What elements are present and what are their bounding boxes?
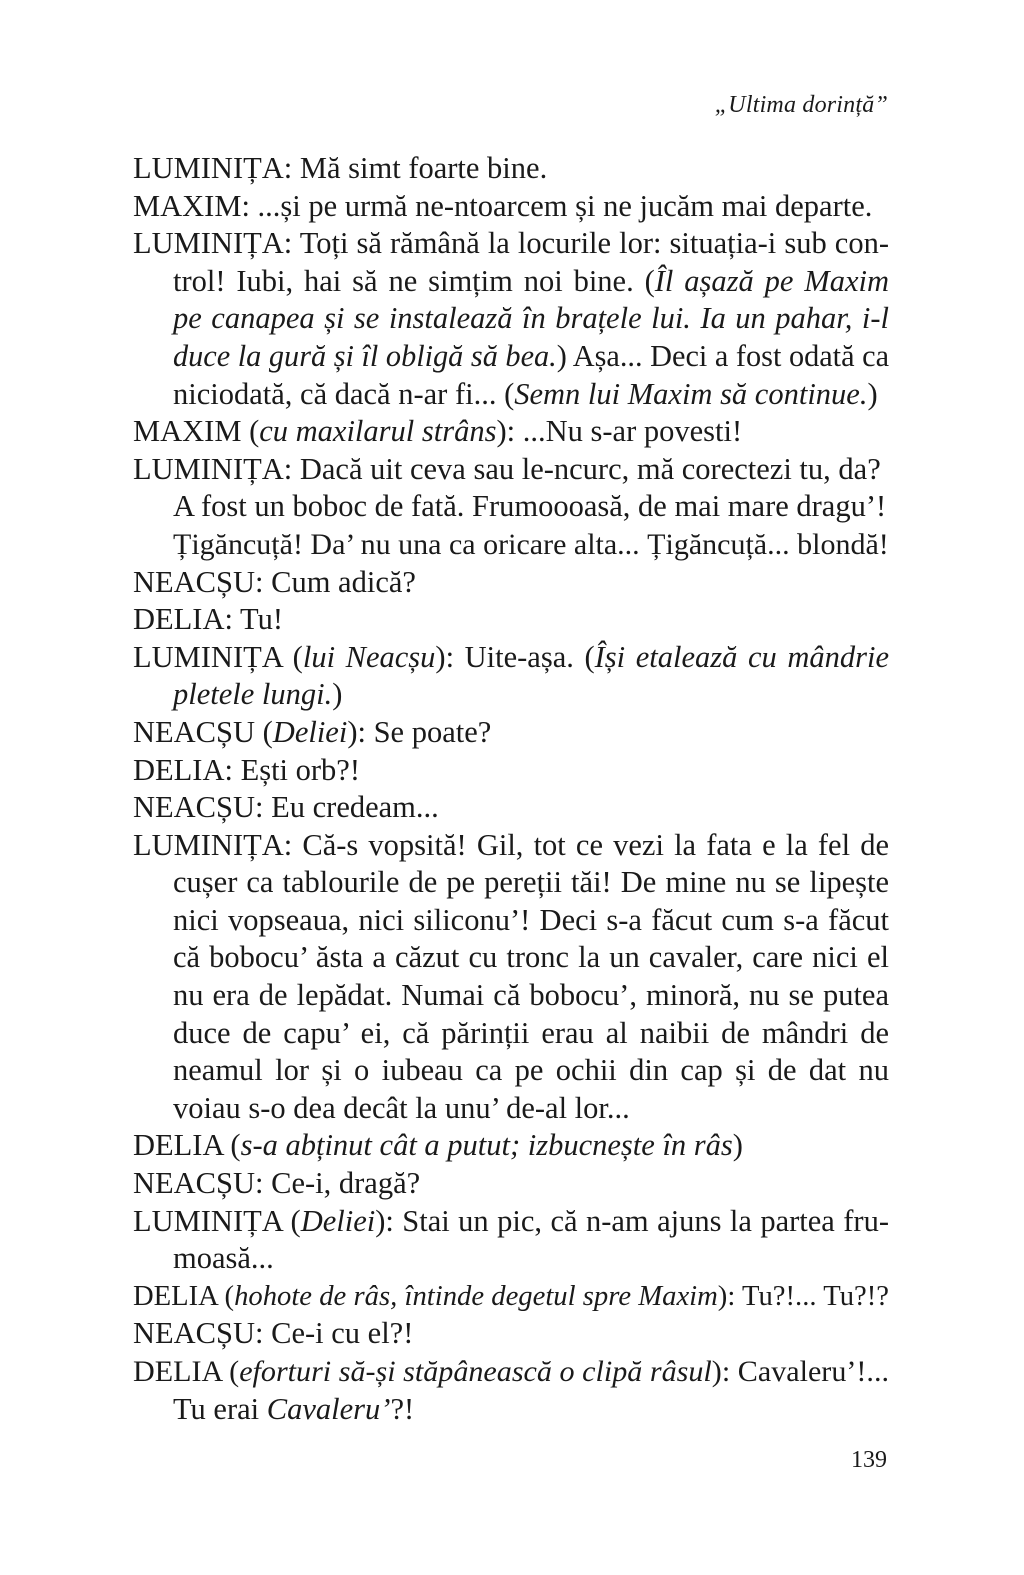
dialogue-text: DELIA: Tu!: [133, 602, 283, 637]
dialogue-text: A fost un boboc de fată. Frumoooasă, de mai mare dragu’!: [173, 489, 887, 524]
text-line: [133, 601, 889, 639]
text-line: [133, 413, 889, 451]
dialogue-text: NEACȘU: Eu credeam...: [133, 790, 439, 825]
text-line: [133, 488, 889, 526]
running-header: „Ultima dorință”: [714, 92, 888, 118]
text-line: [133, 263, 889, 301]
text-line: [133, 526, 889, 564]
text-line: [133, 225, 889, 263]
play-text-body: [133, 150, 889, 1428]
stage-direction: lui Neacșu: [302, 639, 436, 674]
stage-direction: Deliei: [300, 1203, 376, 1238]
dialogue-text: Tu erai: [173, 1391, 267, 1426]
text-line: [133, 150, 889, 188]
text-line: [133, 939, 889, 977]
stage-direction: Semn lui Maxim să continue.: [514, 376, 868, 411]
text-line: [133, 864, 889, 902]
dialogue-text: Țigăncuță! Da’ nu una ca oricare alta... Țigăncuță... blondă!: [173, 527, 889, 561]
stage-direction: Deliei: [272, 714, 348, 749]
dialogue-text: NEACȘU: Cum adică?: [133, 564, 416, 599]
dialogue-text: ): [332, 677, 343, 712]
dialogue-text: ): Se poate?: [347, 714, 492, 749]
stage-direction: pletele lungi.: [173, 677, 333, 712]
dialogue-text: DELIA: Ești orb?!: [133, 752, 360, 787]
text-line: [133, 827, 889, 865]
stage-direction: Cavaleru’: [266, 1391, 391, 1426]
text-line: [133, 1353, 889, 1391]
dialogue-text: NEACȘU: Ce-i cu el?!: [133, 1316, 414, 1351]
text-line: [133, 676, 889, 714]
dialogue-text: voiau s-o dea decât la unu’ de-al lor...: [173, 1090, 630, 1125]
stage-direction: Îl așază pe Maxim: [654, 263, 889, 298]
dialogue-text: ): Stai un pic, că n-am ajuns la partea fru-: [375, 1203, 889, 1238]
dialogue-text: LUMINIȚA: Dacă uit ceva sau le-ncurc, mă corectezi tu, da?: [133, 451, 881, 486]
dialogue-text: LUMINIȚA: Toți să rămână la locurile lor: situația-i sub con-: [133, 226, 889, 261]
dialogue-text: ): Tu?!... Tu?!?: [717, 1279, 889, 1312]
dialogue-text: nu era de lepădat. Numai că bobocu’, minoră, nu se putea: [173, 978, 889, 1013]
dialogue-text: neamul lor și o iubeau ca pe ochii din cap și de dat nu: [173, 1053, 889, 1088]
dialogue-text: duce de capu’ ei, că părinții erau al naibii de mândri de: [173, 1015, 889, 1050]
dialogue-text: nici vopseaua, nici siliconu’! Deci s-a făcut cum s-a făcut: [173, 902, 889, 937]
text-line: [133, 977, 889, 1015]
dialogue-text: LUMINIȚA: Mă simt foarte bine.: [133, 151, 548, 185]
text-line: [133, 1165, 889, 1203]
dialogue-text: ) Așa... Deci a fost odată ca: [556, 338, 890, 373]
dialogue-text: DELIA (: [133, 1354, 240, 1388]
dialogue-text: MAXIM (: [133, 414, 260, 449]
text-line: [133, 300, 889, 338]
text-line: [133, 451, 889, 489]
text-line: [133, 902, 889, 940]
dialogue-text: ): ...Nu s-ar povesti!: [496, 414, 743, 449]
text-line: [133, 714, 889, 752]
page-number: 139: [851, 1447, 887, 1473]
dialogue-text: ): [867, 376, 878, 411]
text-line: [133, 564, 889, 602]
dialogue-text: moasă...: [173, 1241, 274, 1276]
dialogue-text: trol! Iubi, hai să ne simțim noi bine. (: [173, 263, 655, 298]
text-line: [133, 1391, 889, 1429]
text-line: [133, 639, 889, 677]
text-line: [133, 1315, 889, 1353]
text-line: [133, 376, 889, 414]
stage-direction: pe canapea și se instalează în brațele lui. Ia un pahar, i-l: [173, 301, 889, 336]
text-line: [133, 338, 889, 376]
dialogue-text: niciodată, că dacă n-ar fi... (: [173, 376, 515, 411]
dialogue-text: LUMINIȚA (: [133, 1203, 301, 1238]
text-line: [133, 1203, 889, 1241]
dialogue-text: ): Cavaleru’!...: [711, 1354, 889, 1388]
text-line: [133, 1240, 889, 1278]
text-line: [133, 1052, 889, 1090]
stage-direction: eforturi să-și stăpânească o clipă râsul: [239, 1354, 712, 1388]
dialogue-text: MAXIM: ...și pe urmă ne-ntoarcem și ne jucăm mai departe.: [133, 188, 873, 223]
stage-direction: hohote de râs, întinde degetul spre Maxim: [234, 1279, 718, 1312]
dialogue-text: NEACȘU (: [133, 714, 273, 749]
text-line: [133, 1015, 889, 1053]
dialogue-text: DELIA (: [133, 1128, 241, 1163]
dialogue-text: ?!: [390, 1391, 415, 1426]
stage-direction: Își etalează cu mândrie: [594, 639, 889, 674]
dialogue-text: ): [732, 1128, 743, 1163]
text-line: [133, 1090, 889, 1128]
dialogue-text: LUMINIȚA (: [133, 639, 303, 674]
dialogue-text: NEACȘU: Ce-i, dragă?: [133, 1166, 421, 1201]
stage-direction: s-a abținut cât a putut; izbucnește în râs: [240, 1128, 733, 1163]
text-line: [133, 1278, 889, 1316]
dialogue-text: că bobocu’ ăsta a căzut cu tronc la un cavaler, care nici el: [173, 940, 889, 975]
text-line: [133, 789, 889, 827]
dialogue-text: cușer ca tablourile de pe pereții tăi! De mine nu se lipește: [173, 865, 889, 900]
dialogue-text: DELIA (: [133, 1279, 235, 1312]
dialogue-text: LUMINIȚA: Că-s vopsită! Gil, tot ce vezi la fata e la fel de: [133, 827, 889, 862]
text-line: [133, 752, 889, 790]
stage-direction: cu maxilarul strâns: [259, 414, 497, 449]
stage-direction: duce la gură și îl obligă să bea.: [173, 338, 557, 373]
text-line: [133, 188, 889, 226]
text-line: [133, 1127, 889, 1165]
dialogue-text: ): Uite-așa. (: [435, 639, 595, 674]
